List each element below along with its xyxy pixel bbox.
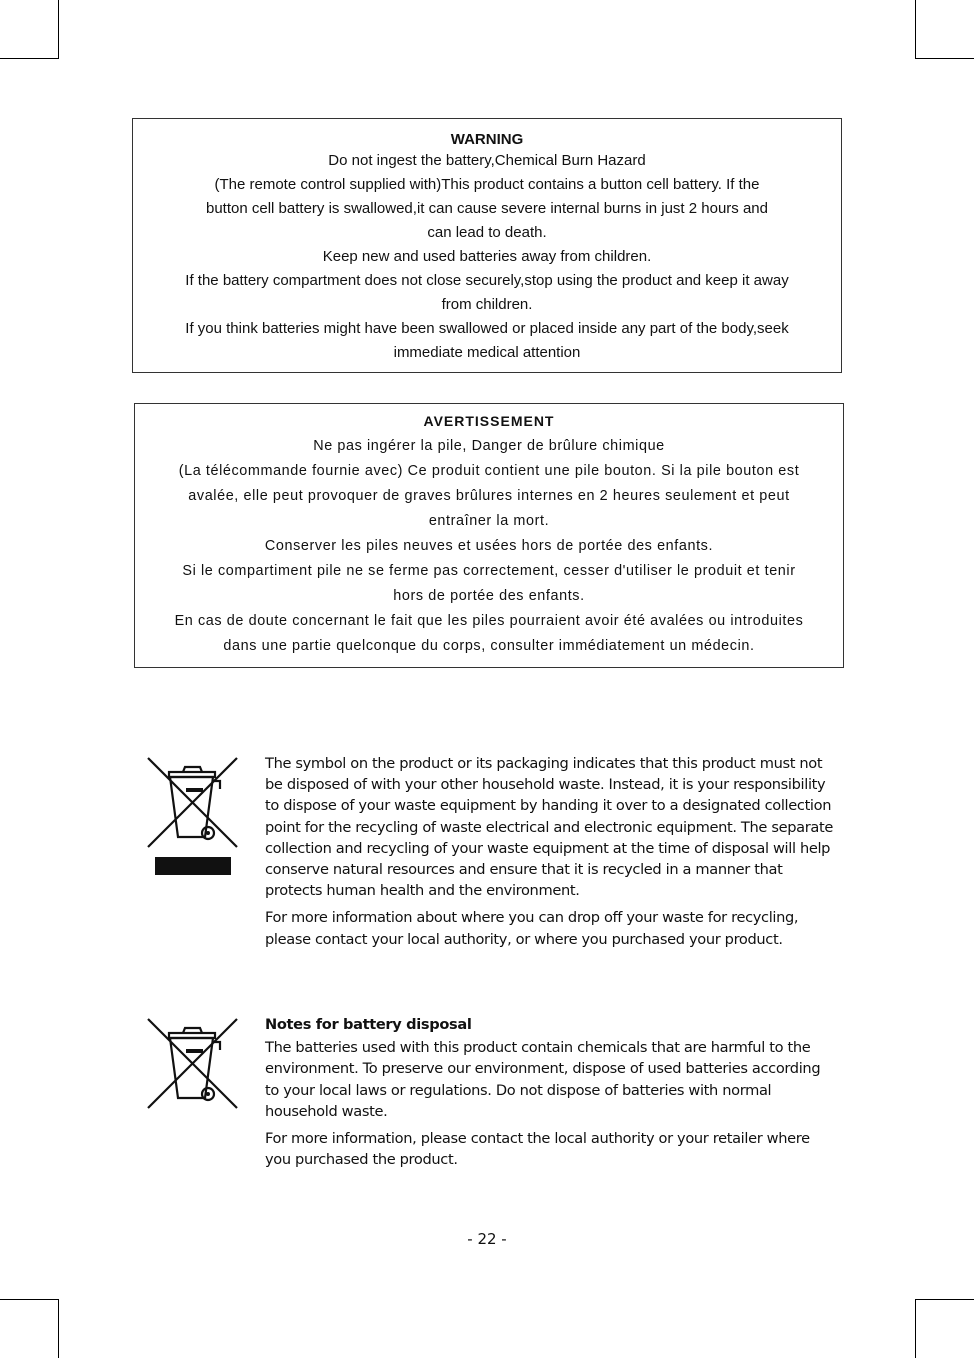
crop-mark (58, 0, 59, 59)
warning-line: from children. (441, 296, 533, 313)
warning-line: If you think batteries might have been swallowed or placed inside any part of the body,seek (185, 320, 789, 337)
avertissement-line: Si le compartiment pile ne se ferme pas correctement, cesser d'utiliser le produit et tenir (182, 563, 796, 579)
warning-line: can lead to death. (427, 224, 547, 241)
battery-disposal-notice (265, 1014, 835, 1176)
crop-mark (0, 1299, 58, 1300)
page-number: - 22 - (467, 1230, 507, 1248)
warning-box (132, 118, 842, 373)
crop-mark (58, 1299, 59, 1358)
battery-heading: Notes for battery disposal (265, 1016, 472, 1033)
avertissement-line: entraîner la mort. (428, 513, 550, 529)
avertissement-line: dans une partie quelconque du corps, consulter immédiatement un médecin. (223, 638, 755, 654)
warning-title: WARNING (450, 131, 524, 148)
avertissement-line: Conserver les piles neuves et usées hors de portée des enfants. (264, 538, 714, 554)
weee-paragraph: For more information about where you can drop off your waste for recycling, please contact your local authority, or where you purchased your product. (265, 909, 799, 948)
battery-paragraph: The batteries used with this product contain chemicals that are harmful to the environment. To preserve our environment, dispose of used batteries according to your local laws or regulations. Do not dispose of batteries with normal household waste. (265, 1039, 821, 1120)
warning-line: If the battery compartment does not close securely,stop using the product and keep it away (185, 272, 789, 289)
crop-mark (0, 58, 58, 59)
warning-line: Do not ingest the battery,Chemical Burn Hazard (328, 152, 646, 169)
avertissement-line: (La télécommande fournie avec) Ce produit contient une pile bouton. Si la pile bouton est (178, 463, 800, 479)
warning-line: button cell battery is swallowed,it can cause severe internal burns in just 2 hours and (206, 200, 768, 217)
avertissement-line: avalée, elle peut provoquer de graves brûlures internes en 2 heures seulement et peut (188, 488, 790, 504)
avertissement-box (134, 403, 844, 668)
weee-paragraph: The symbol on the product or its packaging indicates that this product must not be disposed of with your other household waste. Instead, it is your responsibility to dispose of your waste equipment by handing it over to a designated collection point for the recycling of waste electrical and electronic equipment. The separate collection and recycling of your waste equipment at the time of disposal will help conserve natural resources and ensure that it is recycled in a manner that protects human health and the environment. (265, 755, 833, 900)
warning-line: (The remote control supplied with)This product contains a button cell battery. If the (214, 176, 760, 193)
warning-line: immediate medical attention (393, 344, 581, 361)
avertissement-line: En cas de doute concernant le fait que les piles pourraient avoir été avalées ou introduites (174, 613, 804, 629)
crop-mark (916, 1299, 974, 1300)
avertissement-line: Ne pas ingérer la pile, Danger de brûlure chimique (313, 438, 665, 454)
crossed-out-wheelie-bin-icon (145, 755, 241, 877)
crop-mark (916, 58, 974, 59)
avertissement-line: hors de portée des enfants. (393, 588, 585, 604)
crossed-out-battery-bin-icon (145, 1016, 241, 1112)
warning-line: Keep new and used batteries away from children. (322, 248, 652, 265)
avertissement-title: AVERTISSEMENT (423, 413, 555, 429)
crop-mark (915, 1299, 916, 1358)
weee-notice (265, 753, 835, 956)
battery-paragraph: For more information, please contact the local authority or your retailer where you purchased the product. (265, 1130, 810, 1169)
crop-mark (915, 0, 916, 59)
